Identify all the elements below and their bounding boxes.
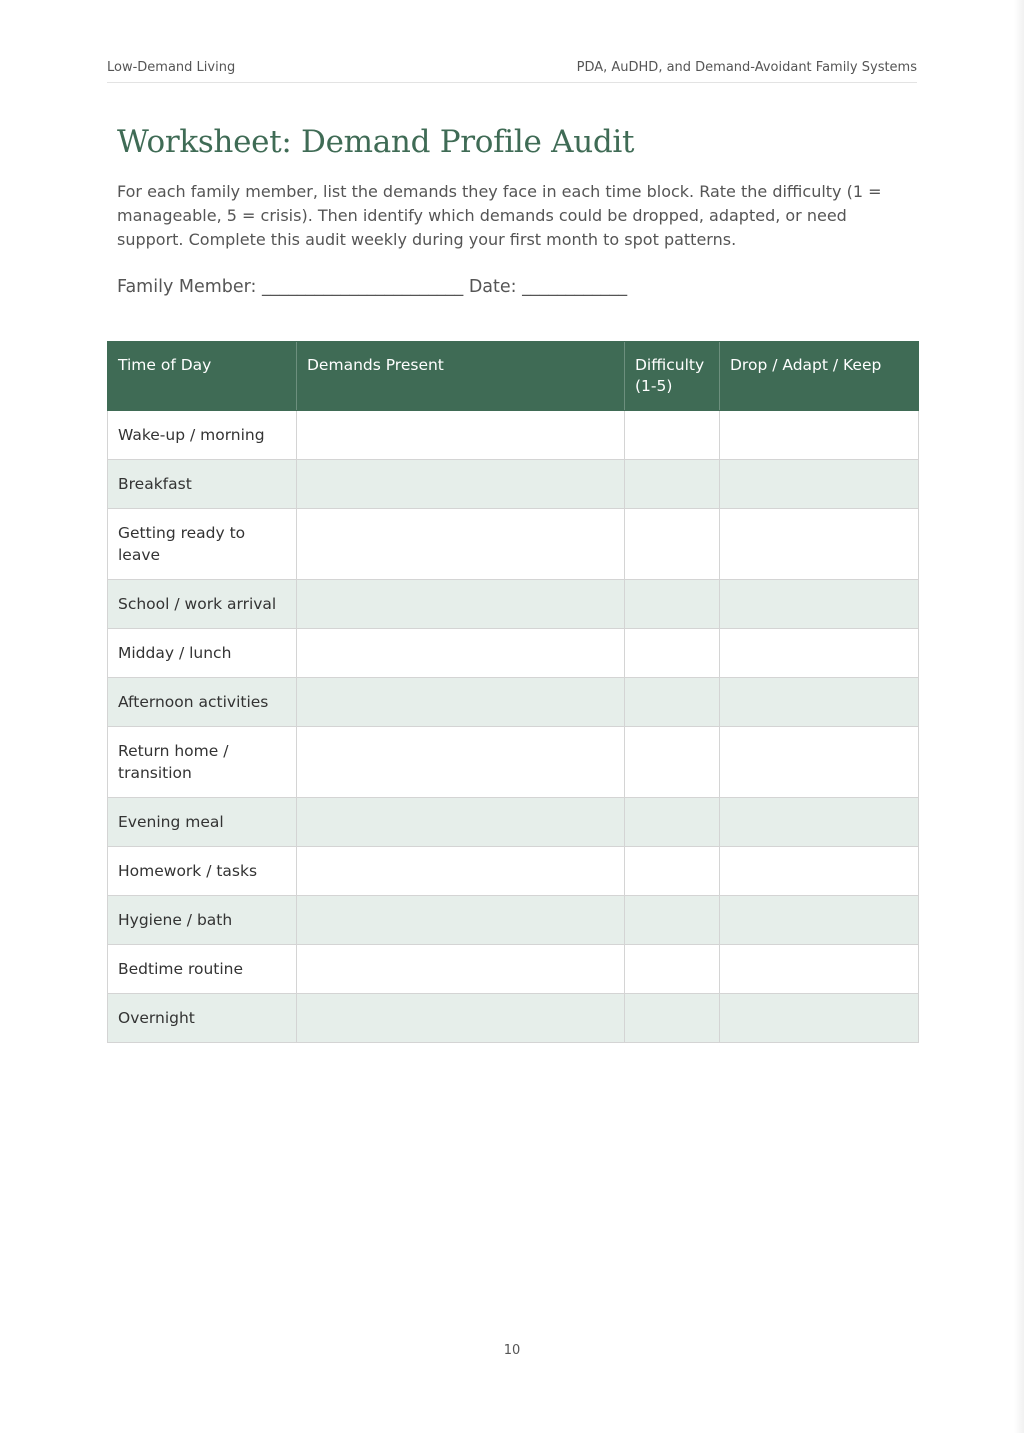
drop-adapt-keep-cell[interactable] xyxy=(720,847,919,896)
demands-present-cell[interactable] xyxy=(297,727,625,798)
time-of-day-cell: Wake-up / morning xyxy=(108,411,297,460)
difficulty-cell[interactable] xyxy=(625,994,720,1043)
time-of-day-cell: Breakfast xyxy=(108,460,297,509)
drop-adapt-keep-cell[interactable] xyxy=(720,460,919,509)
difficulty-cell[interactable] xyxy=(625,798,720,847)
time-of-day-cell: Bedtime routine xyxy=(108,945,297,994)
demands-present-cell[interactable] xyxy=(297,509,625,580)
difficulty-cell[interactable] xyxy=(625,727,720,798)
time-of-day-cell: Overnight xyxy=(108,994,297,1043)
book-subtitle: PDA, AuDHD, and Demand-Avoidant Family Systems xyxy=(576,60,917,75)
drop-adapt-keep-cell[interactable] xyxy=(720,678,919,727)
table-row xyxy=(108,629,919,678)
table-row xyxy=(108,945,919,994)
table-row xyxy=(108,509,919,580)
drop-adapt-keep-cell[interactable] xyxy=(720,411,919,460)
column-header-demands-present: Demands Present xyxy=(297,342,625,411)
difficulty-cell[interactable] xyxy=(625,678,720,727)
difficulty-cell[interactable] xyxy=(625,411,720,460)
difficulty-cell[interactable] xyxy=(625,945,720,994)
page-edge-shadow xyxy=(1014,0,1024,1433)
table-header-row xyxy=(108,342,919,411)
drop-adapt-keep-cell[interactable] xyxy=(720,727,919,798)
table-row xyxy=(108,580,919,629)
drop-adapt-keep-cell[interactable] xyxy=(720,896,919,945)
difficulty-cell[interactable] xyxy=(625,509,720,580)
table-row xyxy=(108,727,919,798)
demands-present-cell[interactable] xyxy=(297,678,625,727)
table-row xyxy=(108,798,919,847)
page-number: 10 xyxy=(503,1343,521,1358)
demands-present-cell[interactable] xyxy=(297,460,625,509)
table-row xyxy=(108,678,919,727)
time-of-day-cell: Homework / tasks xyxy=(108,847,297,896)
demand-audit-table xyxy=(107,341,919,1043)
difficulty-cell[interactable] xyxy=(625,580,720,629)
table-body xyxy=(108,411,919,1043)
demands-present-cell[interactable] xyxy=(297,798,625,847)
demands-present-cell[interactable] xyxy=(297,580,625,629)
demands-present-cell[interactable] xyxy=(297,629,625,678)
table-row xyxy=(108,460,919,509)
demands-present-cell[interactable] xyxy=(297,945,625,994)
worksheet-instructions: For each family member, list the demands they face in each time block. Rate the difficulty (1 = manageable, 5 = crisis). Then identify which demands could be dropped, adapted, or need support. Complete this audit weekly during your first month to spot patterns. xyxy=(117,182,882,249)
drop-adapt-keep-cell[interactable] xyxy=(720,509,919,580)
worksheet-title: Worksheet: Demand Profile Audit xyxy=(117,124,635,160)
column-header-drop-adapt-keep: Drop / Adapt / Keep xyxy=(720,342,919,411)
table-row xyxy=(108,411,919,460)
demands-present-cell[interactable] xyxy=(297,411,625,460)
running-header xyxy=(107,60,917,83)
table-row xyxy=(108,994,919,1043)
column-header-difficulty: Difficulty (1-5) xyxy=(625,342,720,411)
table-row xyxy=(108,896,919,945)
drop-adapt-keep-cell[interactable] xyxy=(720,994,919,1043)
time-of-day-cell: Afternoon activities xyxy=(108,678,297,727)
time-of-day-cell: Evening meal xyxy=(108,798,297,847)
demands-present-cell[interactable] xyxy=(297,994,625,1043)
time-of-day-cell: School / work arrival xyxy=(108,580,297,629)
demands-present-cell[interactable] xyxy=(297,896,625,945)
difficulty-cell[interactable] xyxy=(625,629,720,678)
drop-adapt-keep-cell[interactable] xyxy=(720,945,919,994)
drop-adapt-keep-cell[interactable] xyxy=(720,798,919,847)
time-of-day-cell: Return home / transition xyxy=(108,727,297,798)
demands-present-cell[interactable] xyxy=(297,847,625,896)
column-header-time-of-day: Time of Day xyxy=(108,342,297,411)
time-of-day-cell: Getting ready to leave xyxy=(108,509,297,580)
drop-adapt-keep-cell[interactable] xyxy=(720,580,919,629)
difficulty-cell[interactable] xyxy=(625,847,720,896)
book-title: Low-Demand Living xyxy=(107,60,236,75)
difficulty-cell[interactable] xyxy=(625,896,720,945)
table-row xyxy=(108,847,919,896)
family-member-date-line: Family Member: _______________________ Date: ____________ xyxy=(117,277,628,297)
time-of-day-cell: Midday / lunch xyxy=(108,629,297,678)
difficulty-cell[interactable] xyxy=(625,460,720,509)
time-of-day-cell: Hygiene / bath xyxy=(108,896,297,945)
drop-adapt-keep-cell[interactable] xyxy=(720,629,919,678)
